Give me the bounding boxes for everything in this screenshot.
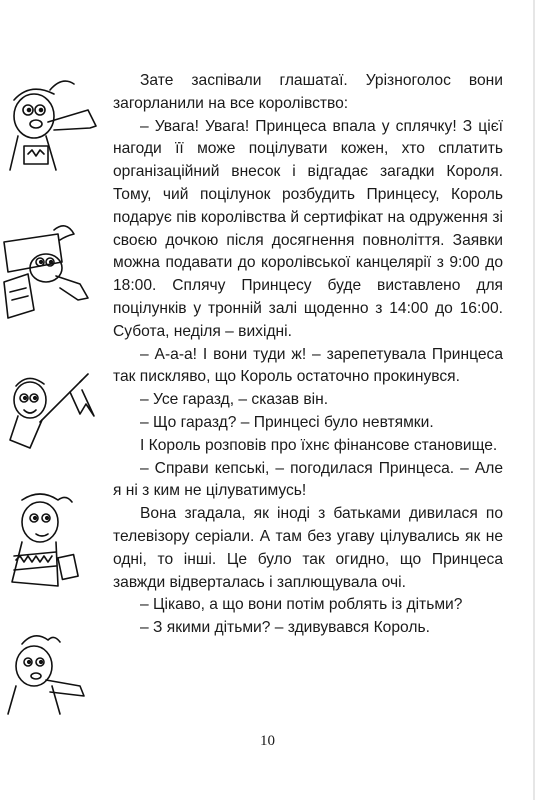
herald-bottom-illustration bbox=[0, 630, 100, 720]
paragraph: І Король розповів про їхнє фінансове становище. bbox=[140, 436, 498, 454]
paragraph: – А-а-а! І вони туди ж! – зарепетувала Принцеса так пискляво, що Король остаточно прокинувся. bbox=[113, 345, 503, 386]
paragraph: – Цікаво, а що вони потім роблять із дітьми? bbox=[140, 596, 463, 614]
herald-scroll-illustration bbox=[0, 222, 100, 332]
herald-trumpet-illustration bbox=[0, 70, 100, 180]
page-number: 10 bbox=[260, 733, 275, 749]
paragraph: – Увага! Увага! Принцеса впала у сплячку! З цієї нагоди її може поцілувати кожен, хто сплатить організаційний внесок і відгадає загадки Короля. Тому, чий поцілунок розбудить Принцесу, Король подарує пів королівства й сертифікат на одруження зі своєю дочкою після досягнення повноліття. Заявки можна подавати до королівської канцелярії з 9:00 до 18:00. Сплячу Принцесу буде виставлено для поцілунків у тронній залі щоденно з 14:00 до 16:00. Субота, неділя – вихідні. bbox=[113, 117, 503, 340]
paragraph: Зате заспівали глашатаї. Урізноголос вони загорланили на все королівство: bbox=[113, 72, 503, 112]
herald-banner-illustration bbox=[0, 490, 100, 600]
herald-flag-illustration bbox=[0, 370, 100, 470]
paragraph: Вона згадала, як іноді з батьками дивилася по телевізору серіали. А там без угаву цілувались як не одні, то інші. Це було так огидно, що Принцеса завжди відверталась і заплющувала очі. bbox=[113, 505, 503, 591]
paragraph: – Усе гаразд, – сказав він. bbox=[140, 391, 329, 409]
paragraph: – З якими дітьми? – здивувався Король. bbox=[140, 619, 430, 637]
paragraph: – Що гаразд? – Принцесі було невтямки. bbox=[140, 413, 434, 431]
paragraph: – Справи кепські, – погодилася Принцеса. – Але я ні з ким не цілуватимусь! bbox=[113, 459, 503, 500]
story-text bbox=[113, 70, 503, 640]
